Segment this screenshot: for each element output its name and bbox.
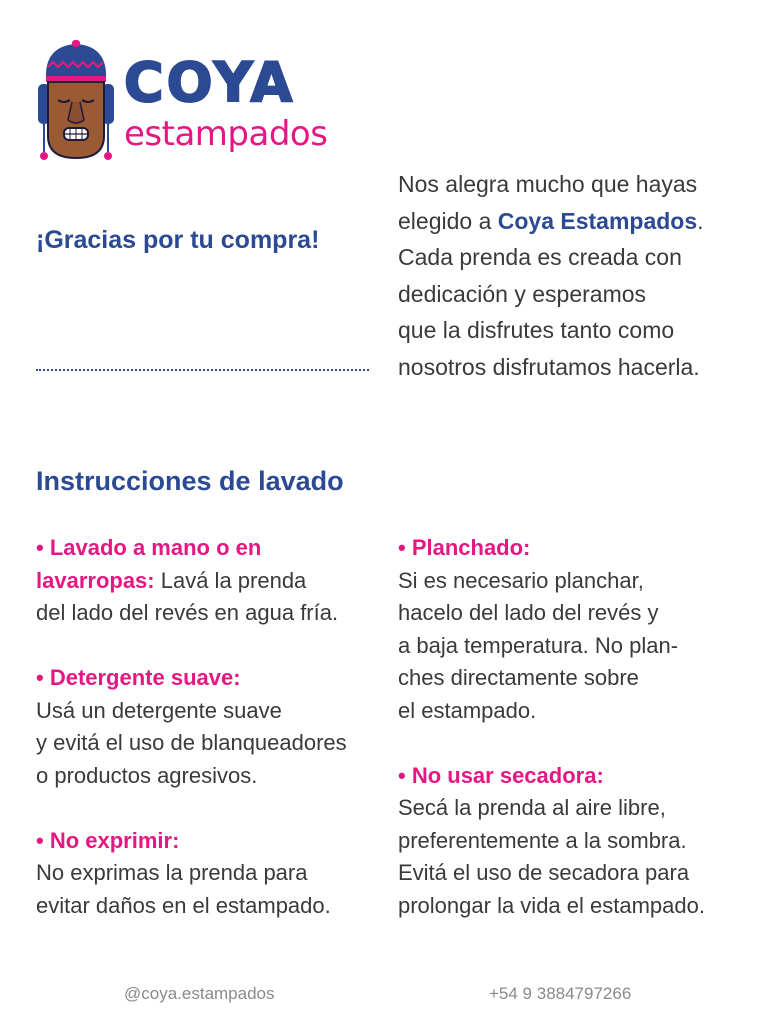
item-heading: lavarropas: (36, 567, 155, 593)
brand-subtitle: estampados (124, 114, 328, 154)
washing-column-right (398, 532, 743, 922)
item-heading: • Lavado a mano o en (36, 535, 262, 560)
intro-line: Nos alegra mucho que hayas (398, 171, 698, 197)
item-line: hacelo del lado del revés y (398, 600, 659, 625)
item-line: No exprimas la prenda para (36, 860, 308, 885)
item-line: preferentemente a la sombra. (398, 827, 687, 853)
item-line: a baja temperatura. No plan- (398, 632, 679, 658)
item-heading: • No exprimir: (36, 827, 180, 853)
item-line: el estampado. (398, 697, 537, 723)
item-line (36, 565, 381, 598)
item-line: Secá la prenda al aire libre, (398, 795, 666, 820)
item-text: Lavá la prenda (154, 567, 307, 593)
intro-text-fragment: . (697, 207, 704, 234)
item-line: prolongar la vida el estampado. (398, 892, 705, 918)
phone-number: +54 9 3884797266 (489, 984, 632, 1003)
intro-line: que la disfrutes tanto como (398, 317, 675, 343)
item-line: o productos agresivos. (36, 762, 258, 788)
intro-line (398, 203, 738, 240)
dotted-divider (36, 369, 369, 371)
thanks-title: ¡Gracias por tu compra! (36, 226, 320, 254)
item-heading: • Planchado: (398, 535, 531, 560)
item-line: del lado del revés en agua fría. (36, 600, 339, 625)
washing-title: Instrucciones de lavado (36, 466, 344, 496)
intro-brand: Coya Estampados (497, 207, 698, 234)
instagram-handle: @coya.estampados (124, 984, 275, 1003)
coya-face-logo-icon (34, 40, 118, 168)
intro-text (398, 166, 738, 385)
item-heading: • No usar secadora: (398, 762, 604, 788)
item-line: ches directamente sobre (398, 665, 639, 690)
item-line: Si es necesario planchar, (398, 567, 644, 593)
item-line: Evitá el uso de secadora para (398, 860, 690, 885)
intro-line: Cada prenda es creada con (398, 244, 682, 270)
intro-text-fragment: elegido a (398, 207, 498, 234)
intro-line: dedicación y esperamos (398, 280, 647, 307)
item-line: evitar daños en el estampado. (36, 892, 331, 918)
intro-line: nosotros disfrutamos hacerla. (398, 353, 700, 380)
brand-name: COYA (124, 51, 296, 114)
item-line: y evitá el uso de blanqueadores (36, 730, 347, 755)
washing-column-left (36, 532, 381, 922)
item-heading: • Detergente suave: (36, 665, 241, 690)
item-line: Usá un detergente suave (36, 697, 282, 723)
